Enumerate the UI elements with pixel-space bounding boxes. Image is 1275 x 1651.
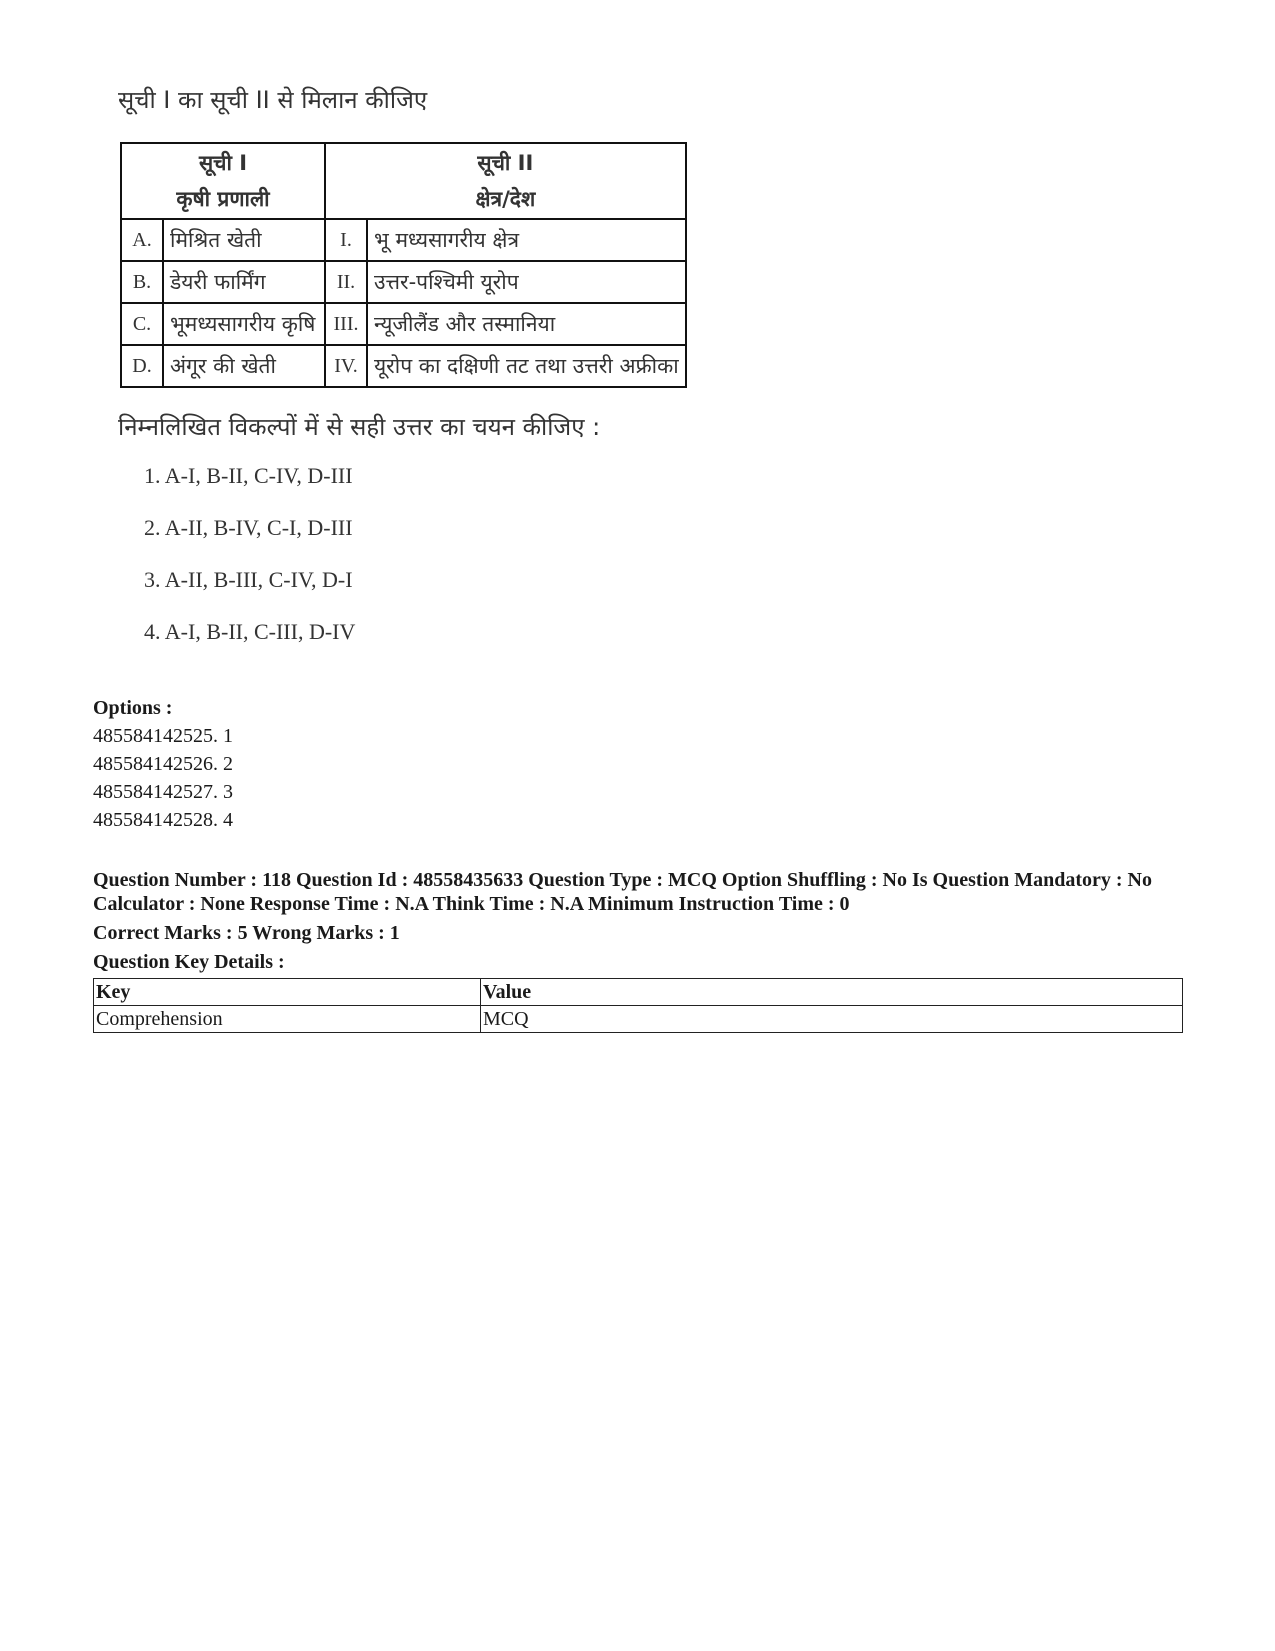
list-one-code: D. [121,345,163,387]
list-two-code: I. [325,219,367,261]
match-row [121,219,686,261]
key-table-header [94,979,1183,1006]
list-two-header [325,143,686,219]
match-row [121,303,686,345]
key-column-header: Key [94,979,481,1006]
option-id: 485584142528. 4 [93,809,233,831]
list-two-code: III. [325,303,367,345]
marks-line: Correct Marks : 5 Wrong Marks : 1 [93,922,400,944]
answer-choice: 4. A-I, B-II, C-III, D-IV [144,619,356,644]
list-two-code: IV. [325,345,367,387]
options-title: Options : [93,697,173,719]
question-info-line: Question Number : 118 Question Id : 48558435633 Question Type : MCQ Option Shuffling : No Is Question Mandatory : No Calculator : None Response Time : N.A Think Time : N.A Minimum Instruction Time : 0 [93,869,1152,915]
list-two-code: II. [325,261,367,303]
key-details-heading: Question Key Details : [93,951,285,973]
option-id: 485584142527. 3 [93,781,233,803]
list-two-item: भू मध्यसागरीय क्षेत्र [367,219,686,261]
list-one-code: A. [121,219,163,261]
list-two-subtitle: क्षेत्र/देश [475,187,536,211]
answer-choice-list [144,461,710,669]
match-table-header [121,143,686,219]
list-one-code: C. [121,303,163,345]
answer-choice: 2. A-II, B-IV, C-I, D-III [144,515,353,540]
list-one-item: मिश्रित खेती [163,219,325,261]
list-two-item: उत्तर-पश्चिमी यूरोप [367,261,686,303]
list-one-item: भूमध्यसागरीय कृषि [163,303,325,345]
question-key-table [93,978,1183,1033]
value-cell: MCQ [481,1006,1183,1033]
question-metadata [93,868,1183,979]
match-row [121,261,686,303]
list-one-item: डेयरी फार्मिंग [163,261,325,303]
value-column-header: Value [481,979,1183,1006]
table-row [94,1006,1183,1033]
list-one-code: B. [121,261,163,303]
list-one-subtitle: कृषी प्रणाली [176,187,270,211]
option-id: 485584142526. 2 [93,753,233,775]
list-two-item: न्यूजीलैंड और तस्मानिया [367,303,686,345]
list-one-item: अंगूर की खेती [163,345,325,387]
match-row [121,345,686,387]
question-intro: सूची I का सूची II से मिलान कीजिए [118,86,428,114]
match-table [120,142,687,388]
list-one-header [121,143,325,219]
list-one-title: सूची I [198,151,248,175]
question-image [110,80,710,669]
list-two-title: सूची II [477,151,534,175]
answer-choice: 1. A-I, B-II, C-IV, D-III [144,463,353,488]
options-block [93,694,233,834]
question-prompt: निम्नलिखित विकल्पों में से सही उत्तर का चयन कीजिए : [118,413,601,441]
option-id: 485584142525. 1 [93,725,233,747]
key-cell: Comprehension [94,1006,481,1033]
list-two-item: यूरोप का दक्षिणी तट तथा उत्तरी अफ्रीका [367,345,686,387]
answer-choice: 3. A-II, B-III, C-IV, D-I [144,567,353,592]
